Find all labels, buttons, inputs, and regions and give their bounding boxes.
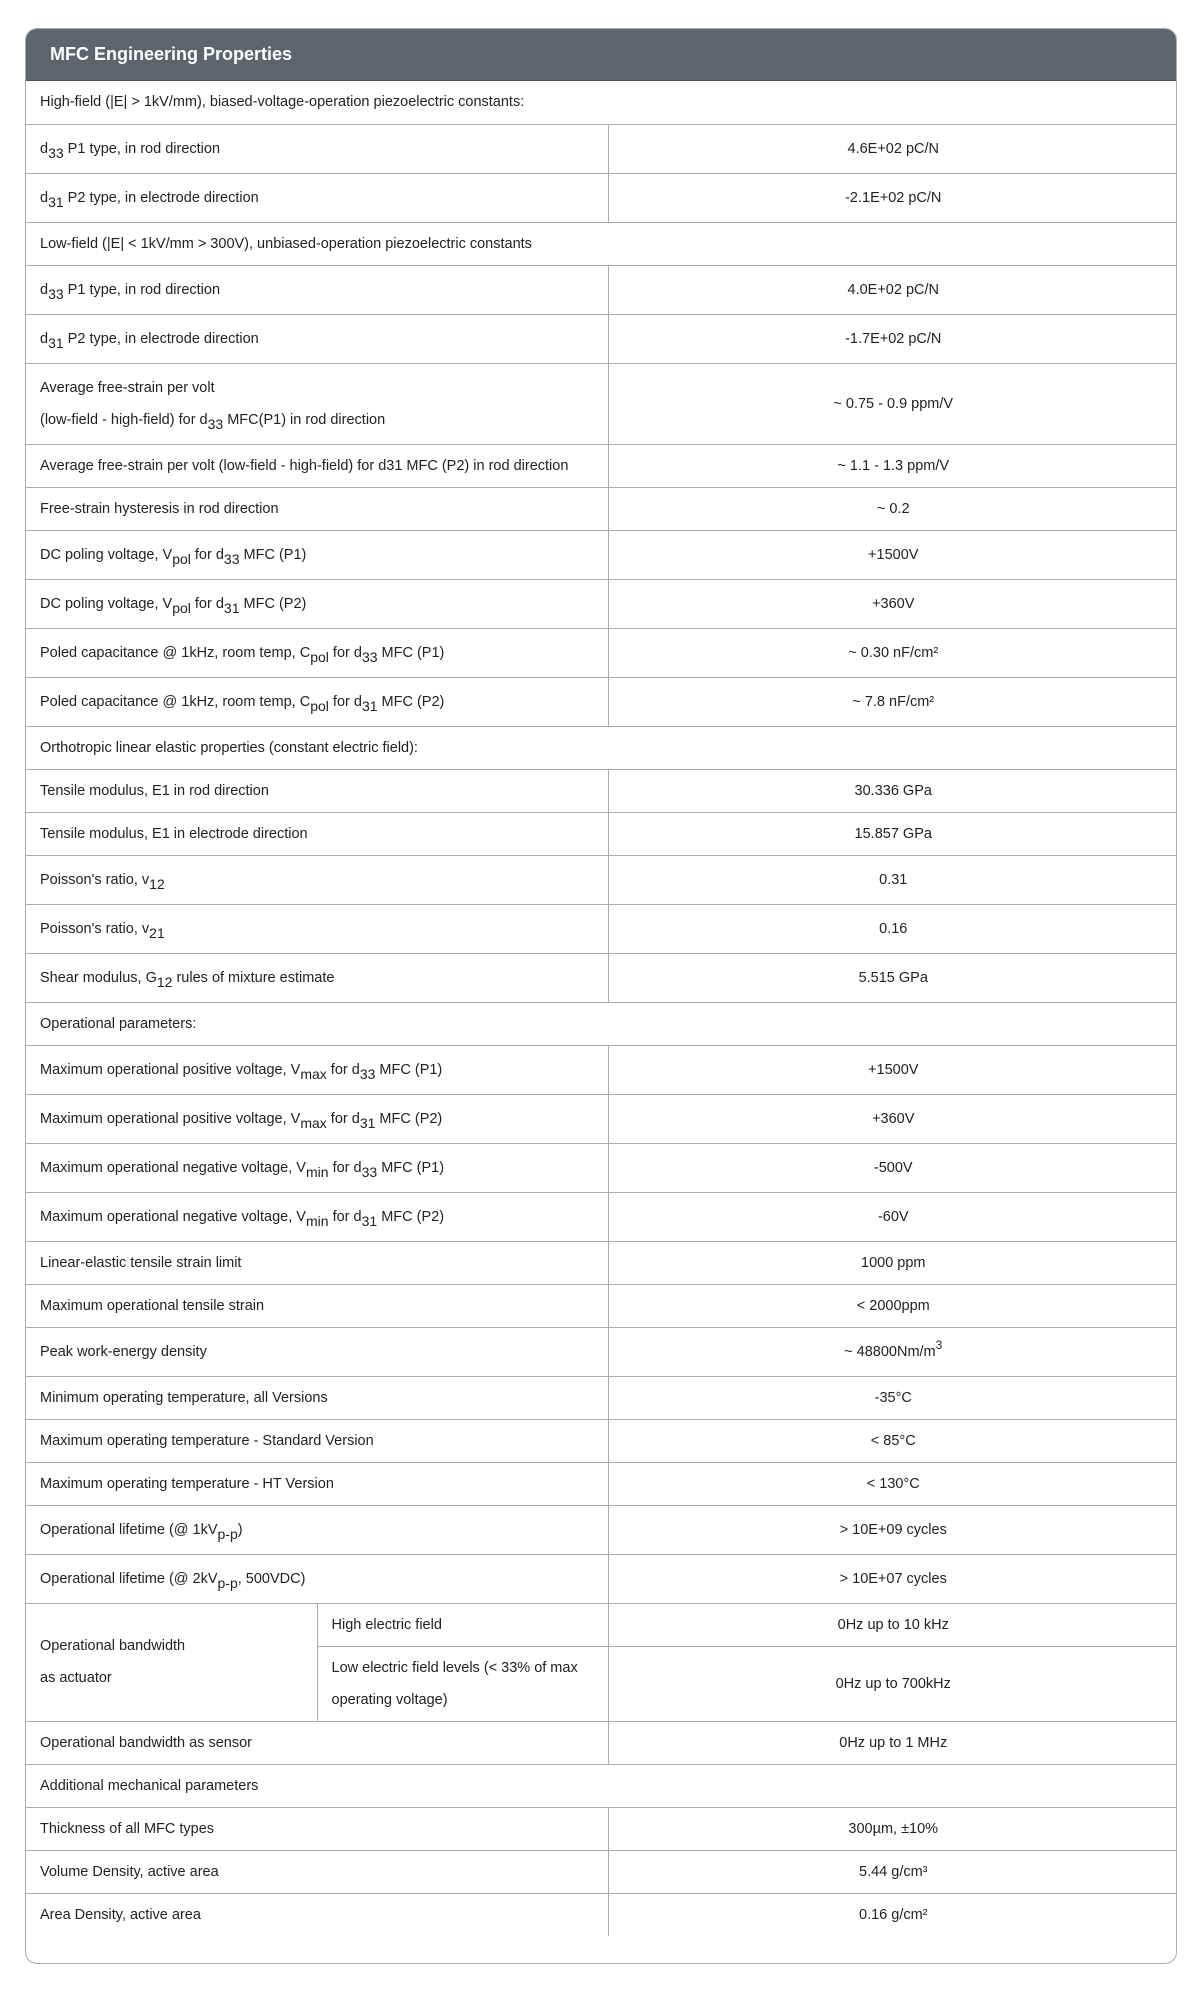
property-row: [26, 444, 1177, 487]
label-text: Free-strain hysteresis in rod direction: [40, 500, 279, 517]
section-heading: Orthotropic linear elastic properties (constant electric field):: [26, 726, 1177, 769]
section-row: [26, 222, 1177, 265]
property-row: [26, 1850, 1177, 1893]
label-text: for d: [328, 1159, 362, 1176]
property-row: [26, 1241, 1177, 1284]
label-text: DC poling voltage, V: [40, 546, 173, 563]
label-text: d: [40, 281, 49, 298]
label-subscript: min: [305, 1163, 329, 1180]
label-subscript: p-p: [217, 1574, 238, 1591]
property-row: [26, 1893, 1177, 1936]
property-value: [608, 1554, 1177, 1603]
label-text: Maximum operating temperature - HT Version: [40, 1475, 334, 1492]
property-value: [608, 314, 1177, 363]
value-text: 0.31: [879, 871, 908, 888]
label-subscript: 31: [359, 1114, 376, 1131]
label-subscript: max: [300, 1114, 327, 1131]
label-text: Maximum operating temperature - Standard Version: [40, 1432, 374, 1449]
property-row: [26, 1192, 1177, 1241]
property-label: [26, 579, 608, 628]
label-text: Poled capacitance @ 1kHz, room temp, C: [40, 644, 311, 661]
property-label: [26, 904, 608, 953]
property-row: [26, 1505, 1177, 1554]
property-row: [26, 1284, 1177, 1327]
label-text: Peak work-energy density: [40, 1343, 207, 1360]
section-row: [26, 81, 1177, 124]
value-text: 15.857 GPa: [854, 825, 932, 842]
property-value: [608, 769, 1177, 812]
label-text: MFC (P1): [375, 1061, 443, 1078]
value-text: -2.1E+02 pC/N: [845, 189, 942, 206]
property-label: [26, 530, 608, 579]
property-row: [26, 363, 1177, 444]
value-text: -35°C: [874, 1389, 912, 1406]
value-text: +360V: [872, 595, 915, 612]
label-subscript: 31: [48, 193, 64, 210]
section-row: [26, 1002, 1177, 1045]
property-label: [26, 1045, 608, 1094]
label-subscript: max: [300, 1065, 327, 1082]
label-line: as actuator: [40, 1670, 112, 1686]
label-text: Shear modulus, G: [40, 969, 157, 986]
label-text: ): [237, 1521, 243, 1538]
value-text: +1500V: [868, 1061, 919, 1078]
value-text: < 130°C: [866, 1475, 920, 1492]
value-text: +360V: [872, 1110, 915, 1127]
property-row: [26, 628, 1177, 677]
property-row: [26, 1554, 1177, 1603]
property-label: [26, 1419, 608, 1462]
section-heading: Low-field (|E| < 1kV/mm > 300V), unbiased-operation piezoelectric constants: [26, 222, 1177, 265]
value-text: < 2000ppm: [856, 1297, 930, 1314]
label-text: Poled capacitance @ 1kHz, room temp, C: [40, 693, 311, 710]
property-row: [26, 1045, 1177, 1094]
property-row: [26, 953, 1177, 1002]
label-text: DC poling voltage, V: [40, 595, 173, 612]
property-value: [608, 953, 1177, 1002]
property-label: [26, 1462, 608, 1505]
property-row: [26, 173, 1177, 222]
label-subscript: 33: [359, 1065, 376, 1082]
property-row: [26, 1721, 1177, 1764]
property-label: [26, 363, 608, 444]
property-label: [26, 855, 608, 904]
property-label: [26, 1241, 608, 1284]
property-row: [26, 265, 1177, 314]
property-value: [608, 855, 1177, 904]
label-text: Maximum operational negative voltage, V: [40, 1208, 306, 1225]
value-text: -1.7E+02 pC/N: [845, 330, 942, 347]
label-line: Low electric field levels (< 33% of max: [331, 1659, 578, 1676]
property-row: [26, 1419, 1177, 1462]
label-text: Maximum operational tensile strain: [40, 1297, 265, 1314]
property-value: [608, 1094, 1177, 1143]
value-text: -60V: [877, 1208, 909, 1225]
value-text: -500V: [873, 1159, 913, 1176]
properties-card: [25, 28, 1177, 1964]
label-text: MFC (P2): [239, 595, 307, 612]
property-label: [26, 1284, 608, 1327]
property-label: [26, 487, 608, 530]
property-value: [608, 363, 1177, 444]
value-superscript: 3: [935, 1337, 943, 1352]
bandwidth-label: [26, 1603, 317, 1721]
property-value: [608, 1807, 1177, 1850]
property-value: [608, 265, 1177, 314]
label-text: d: [40, 330, 49, 347]
property-row: [26, 1327, 1177, 1376]
property-label: [26, 1094, 608, 1143]
property-row: [26, 487, 1177, 530]
label-text: MFC (P1): [377, 644, 445, 661]
section-heading: Additional mechanical parameters: [26, 1764, 1177, 1807]
property-label: [26, 314, 608, 363]
property-label: [26, 812, 608, 855]
property-value: [608, 628, 1177, 677]
label-subscript: 33: [223, 550, 240, 567]
value-text: ~ 48800Nm/m: [844, 1343, 936, 1360]
value-text: ~ 7.8 nF/cm²: [852, 693, 935, 710]
label-text: Maximum operational positive voltage, V: [40, 1110, 301, 1127]
bandwidth-sublabel: [317, 1646, 608, 1721]
property-value: 0Hz up to 700kHz: [608, 1646, 1177, 1721]
value-text: 1000 ppm: [861, 1254, 926, 1271]
label-text: MFC (P2): [377, 1208, 445, 1225]
label-subscript: 31: [361, 697, 378, 714]
label-text: , 500VDC): [237, 1570, 306, 1587]
property-value: [608, 1284, 1177, 1327]
property-row: [26, 769, 1177, 812]
label-subscript: 33: [48, 144, 64, 161]
label-subscript: 33: [361, 1163, 378, 1180]
section-row: [26, 1764, 1177, 1807]
property-value: [608, 812, 1177, 855]
property-label: [26, 677, 608, 726]
property-label: [26, 173, 608, 222]
property-value: [608, 1192, 1177, 1241]
label-subscript: min: [305, 1212, 329, 1229]
value-text: ~ 1.1 - 1.3 ppm/V: [837, 457, 950, 474]
label-text: for d: [326, 1110, 360, 1127]
property-row: [26, 1462, 1177, 1505]
label-text: Maximum operational positive voltage, V: [40, 1061, 301, 1078]
label-text: Maximum operational negative voltage, V: [40, 1159, 306, 1176]
property-value: [608, 444, 1177, 487]
label-subscript: 31: [361, 1212, 378, 1229]
label-text: Minimum operating temperature, all Versions: [40, 1389, 328, 1406]
label-text: for d: [328, 693, 362, 710]
label-text: Poisson's ratio, v: [40, 920, 150, 937]
label-subscript: 33: [361, 648, 378, 665]
property-row: [26, 314, 1177, 363]
value-text: ~ 0.30 nF/cm²: [848, 644, 939, 661]
label-text: P2 type, in electrode direction: [63, 189, 259, 206]
label-text: for d: [328, 1208, 362, 1225]
property-label: [26, 265, 608, 314]
value-text: 4.6E+02 pC/N: [847, 140, 939, 157]
value-text: 0.16 g/cm²: [859, 1906, 928, 1923]
label-text: Operational lifetime (@ 2kV: [40, 1570, 218, 1587]
label-text: for d: [328, 644, 362, 661]
property-label: [26, 1376, 608, 1419]
property-row: [26, 1094, 1177, 1143]
label-subscript: pol: [172, 550, 191, 567]
label-line: Operational bandwidth: [40, 1638, 186, 1654]
value-text: 0Hz up to 1 MHz: [839, 1734, 948, 1751]
label-subscript: pol: [310, 648, 329, 665]
label-text: d: [40, 189, 49, 206]
label-text: MFC (P2): [377, 693, 445, 710]
property-value: [608, 1376, 1177, 1419]
property-value: [608, 530, 1177, 579]
value-text: +1500V: [868, 546, 919, 563]
bandwidth-sublabel: High electric field: [317, 1603, 608, 1646]
property-value: [608, 1850, 1177, 1893]
label-text: for d: [190, 546, 224, 563]
label-subscript: 12: [149, 875, 165, 892]
property-value: [608, 579, 1177, 628]
property-row: [26, 1603, 1177, 1646]
property-row: [26, 1807, 1177, 1850]
value-text: 4.0E+02 pC/N: [847, 281, 939, 298]
label-text: for d: [326, 1061, 360, 1078]
label-text: Tensile modulus, E1 in rod direction: [40, 782, 269, 799]
property-label: [26, 1554, 608, 1603]
value-text: 5.44 g/cm³: [859, 1863, 928, 1880]
property-label: [26, 1192, 608, 1241]
property-row: [26, 1376, 1177, 1419]
property-label: [26, 953, 608, 1002]
label-subscript: 33: [48, 285, 64, 302]
label-subscript: pol: [310, 697, 329, 714]
property-value: [608, 1241, 1177, 1284]
property-value: [608, 1419, 1177, 1462]
label-line: operating voltage): [331, 1691, 448, 1708]
property-value: [608, 904, 1177, 953]
property-value: [608, 1462, 1177, 1505]
property-row: [26, 677, 1177, 726]
section-heading: Operational parameters:: [26, 1002, 1177, 1045]
properties-table: [26, 81, 1177, 1936]
value-text: 30.336 GPa: [854, 782, 932, 799]
property-label: [26, 1721, 608, 1764]
value-text: 300µm, ±10%: [848, 1820, 939, 1837]
label-subscript: 33: [207, 415, 224, 432]
label-text: (low-field - high-field) for d: [40, 411, 208, 428]
property-row: [26, 124, 1177, 173]
property-value: [608, 1505, 1177, 1554]
label-text: Linear-elastic tensile strain limit: [40, 1254, 242, 1271]
property-label: [26, 1850, 608, 1893]
label-text: Volume Density, active area: [40, 1863, 219, 1880]
property-value: [608, 173, 1177, 222]
property-label: [26, 124, 608, 173]
label-text: MFC (P2): [375, 1110, 443, 1127]
property-label: [26, 1505, 608, 1554]
property-label: [26, 1807, 608, 1850]
table-title: MFC Engineering Properties: [26, 29, 1176, 81]
property-row: [26, 904, 1177, 953]
label-text: P2 type, in electrode direction: [63, 330, 259, 347]
value-text: > 10E+07 cycles: [839, 1570, 947, 1587]
label-text: P1 type, in rod direction: [63, 281, 221, 298]
label-line: Average free-strain per volt: [40, 379, 215, 396]
label-text: P1 type, in rod direction: [63, 140, 221, 157]
value-text: < 85°C: [870, 1432, 916, 1449]
label-subscript: p-p: [217, 1525, 238, 1542]
property-label: [26, 444, 608, 487]
property-value: [608, 1143, 1177, 1192]
property-label: [26, 628, 608, 677]
property-value: [608, 124, 1177, 173]
property-value: [608, 677, 1177, 726]
property-value: [608, 1893, 1177, 1936]
property-row: [26, 530, 1177, 579]
section-row: [26, 726, 1177, 769]
label-subscript: pol: [172, 599, 191, 616]
label-line: [40, 404, 594, 436]
value-text: 5.515 GPa: [858, 969, 928, 986]
label-text: MFC(P1) in rod direction: [223, 411, 386, 428]
property-value: [608, 1327, 1177, 1376]
label-subscript: 21: [149, 924, 165, 941]
label-text: Average free-strain per volt (low-field - high-field) for d31 MFC (P2) in rod direction: [40, 457, 569, 474]
label-subscript: 31: [48, 334, 64, 351]
label-text: Operational bandwidth as sensor: [40, 1734, 252, 1751]
label-text: Area Density, active area: [40, 1906, 201, 1923]
label-text: Operational lifetime (@ 1kV: [40, 1521, 218, 1538]
value-text: 0.16: [879, 920, 908, 937]
property-row: [26, 579, 1177, 628]
property-row: [26, 812, 1177, 855]
label-text: for d: [190, 595, 224, 612]
label-text: Tensile modulus, E1 in electrode direction: [40, 825, 308, 842]
property-value: [608, 487, 1177, 530]
property-value: [608, 1045, 1177, 1094]
value-text: > 10E+09 cycles: [839, 1521, 947, 1538]
label-text: MFC (P1): [239, 546, 307, 563]
label-text: rules of mixture estimate: [172, 969, 335, 986]
property-label: [26, 769, 608, 812]
value-text: ~ 0.2: [876, 500, 910, 517]
label-subscript: 31: [223, 599, 240, 616]
label-text: Poisson's ratio, v: [40, 871, 150, 888]
label-text: d: [40, 140, 49, 157]
property-label: [26, 1143, 608, 1192]
label-subscript: 12: [156, 973, 173, 990]
value-text: ~ 0.75 - 0.9 ppm/V: [833, 395, 954, 412]
section-heading: High-field (|E| > 1kV/mm), biased-voltage-operation piezoelectric constants:: [26, 81, 1177, 124]
property-value: 0Hz up to 10 kHz: [608, 1603, 1177, 1646]
property-row: [26, 1143, 1177, 1192]
property-label: [26, 1327, 608, 1376]
property-label: [26, 1893, 608, 1936]
property-row: [26, 855, 1177, 904]
label-text: MFC (P1): [377, 1159, 445, 1176]
label-text: Thickness of all MFC types: [40, 1820, 215, 1837]
property-value: [608, 1721, 1177, 1764]
